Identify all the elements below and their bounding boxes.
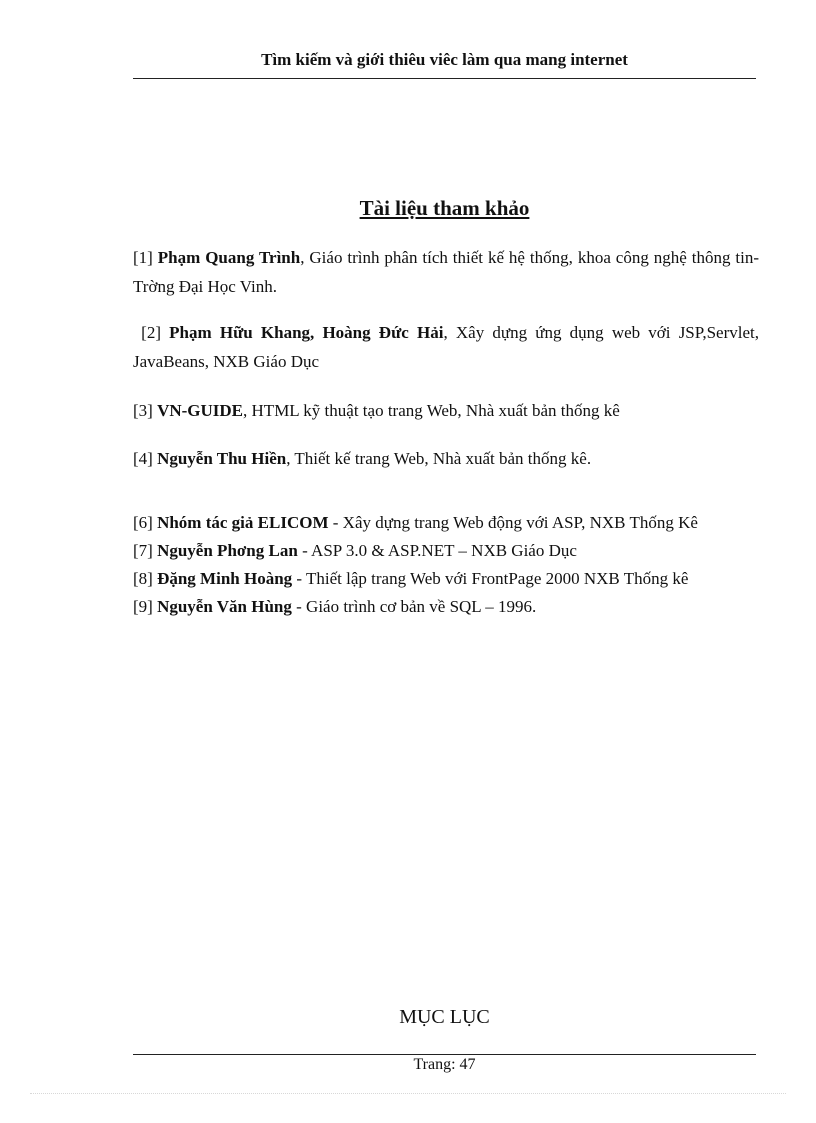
- reference-2: [133, 318, 759, 376]
- ref-details: - Xây dựng trang Web động với ASP, NXB Thống Kê: [328, 513, 698, 532]
- running-header: Tìm kiếm và giới thiêu viêc làm qua mang internet: [261, 50, 628, 69]
- reference-3: [133, 396, 759, 425]
- ref-number: [3]: [133, 401, 153, 420]
- ref-details: - ASP 3.0 & ASP.NET – NXB Giáo Dục: [297, 541, 577, 560]
- reference-8: [133, 565, 759, 593]
- ref-number: [1]: [133, 248, 153, 267]
- reference-6: [133, 509, 759, 537]
- page-edge-dotted-line: [30, 1093, 786, 1094]
- ref-author: Nguyễn Thu Hiền: [157, 449, 287, 468]
- ref-number: [8]: [133, 569, 153, 588]
- page-label: Trang:: [413, 1056, 456, 1073]
- ref-author: Nguyễn Phơng Lan: [157, 541, 298, 560]
- ref-author: VN-GUIDE: [157, 401, 244, 420]
- reference-7: [133, 537, 759, 565]
- ref-details: , Thiết kế trang Web, Nhà xuất bản thống kê.: [286, 449, 592, 468]
- ref-details: , HTML kỹ thuật tạo trang Web, Nhà xuất bản thống kê: [243, 401, 620, 420]
- reference-9: [133, 593, 759, 621]
- reference-4: [133, 444, 759, 473]
- reference-list-secondary: [133, 509, 759, 621]
- ref-details: , Giáo trình phân tích thiết kế hệ thống, khoa công nghệ thông tin-Trờng Đại Học Vinh.: [133, 248, 760, 296]
- ref-number: [4]: [133, 449, 153, 468]
- ref-author: Phạm Hữu Khang, Hoàng Đức Hải: [169, 323, 444, 342]
- ref-details: - Thiết lập trang Web với FrontPage 2000 NXB Thống kê: [292, 569, 689, 588]
- page-number: 47: [459, 1056, 476, 1073]
- ref-details: , Xây dựng ứng dụng web với JSP,Servlet, JavaBeans, NXB Giáo Dục: [133, 323, 759, 371]
- ref-details: - Giáo trình cơ bản về SQL – 1996.: [291, 597, 537, 616]
- toc-heading: MỤC LỤC: [399, 1006, 490, 1028]
- reference-1: [133, 243, 759, 301]
- ref-author: Phạm Quang Trình: [157, 248, 301, 267]
- ref-author: Nguyễn Văn Hùng: [157, 597, 292, 616]
- ref-number: [2]: [141, 323, 161, 342]
- ref-author: Đặng Minh Hoàng: [157, 569, 293, 588]
- ref-number: [7]: [133, 541, 153, 560]
- ref-author: Nhóm tác giả ELICOM: [157, 513, 329, 532]
- footer-rule: [133, 1054, 756, 1055]
- header-rule: [133, 78, 756, 79]
- ref-number: [9]: [133, 597, 153, 616]
- ref-number: [6]: [133, 513, 153, 532]
- references-heading: Tài liệu tham khảo: [359, 196, 530, 220]
- page-footer: [133, 1056, 756, 1074]
